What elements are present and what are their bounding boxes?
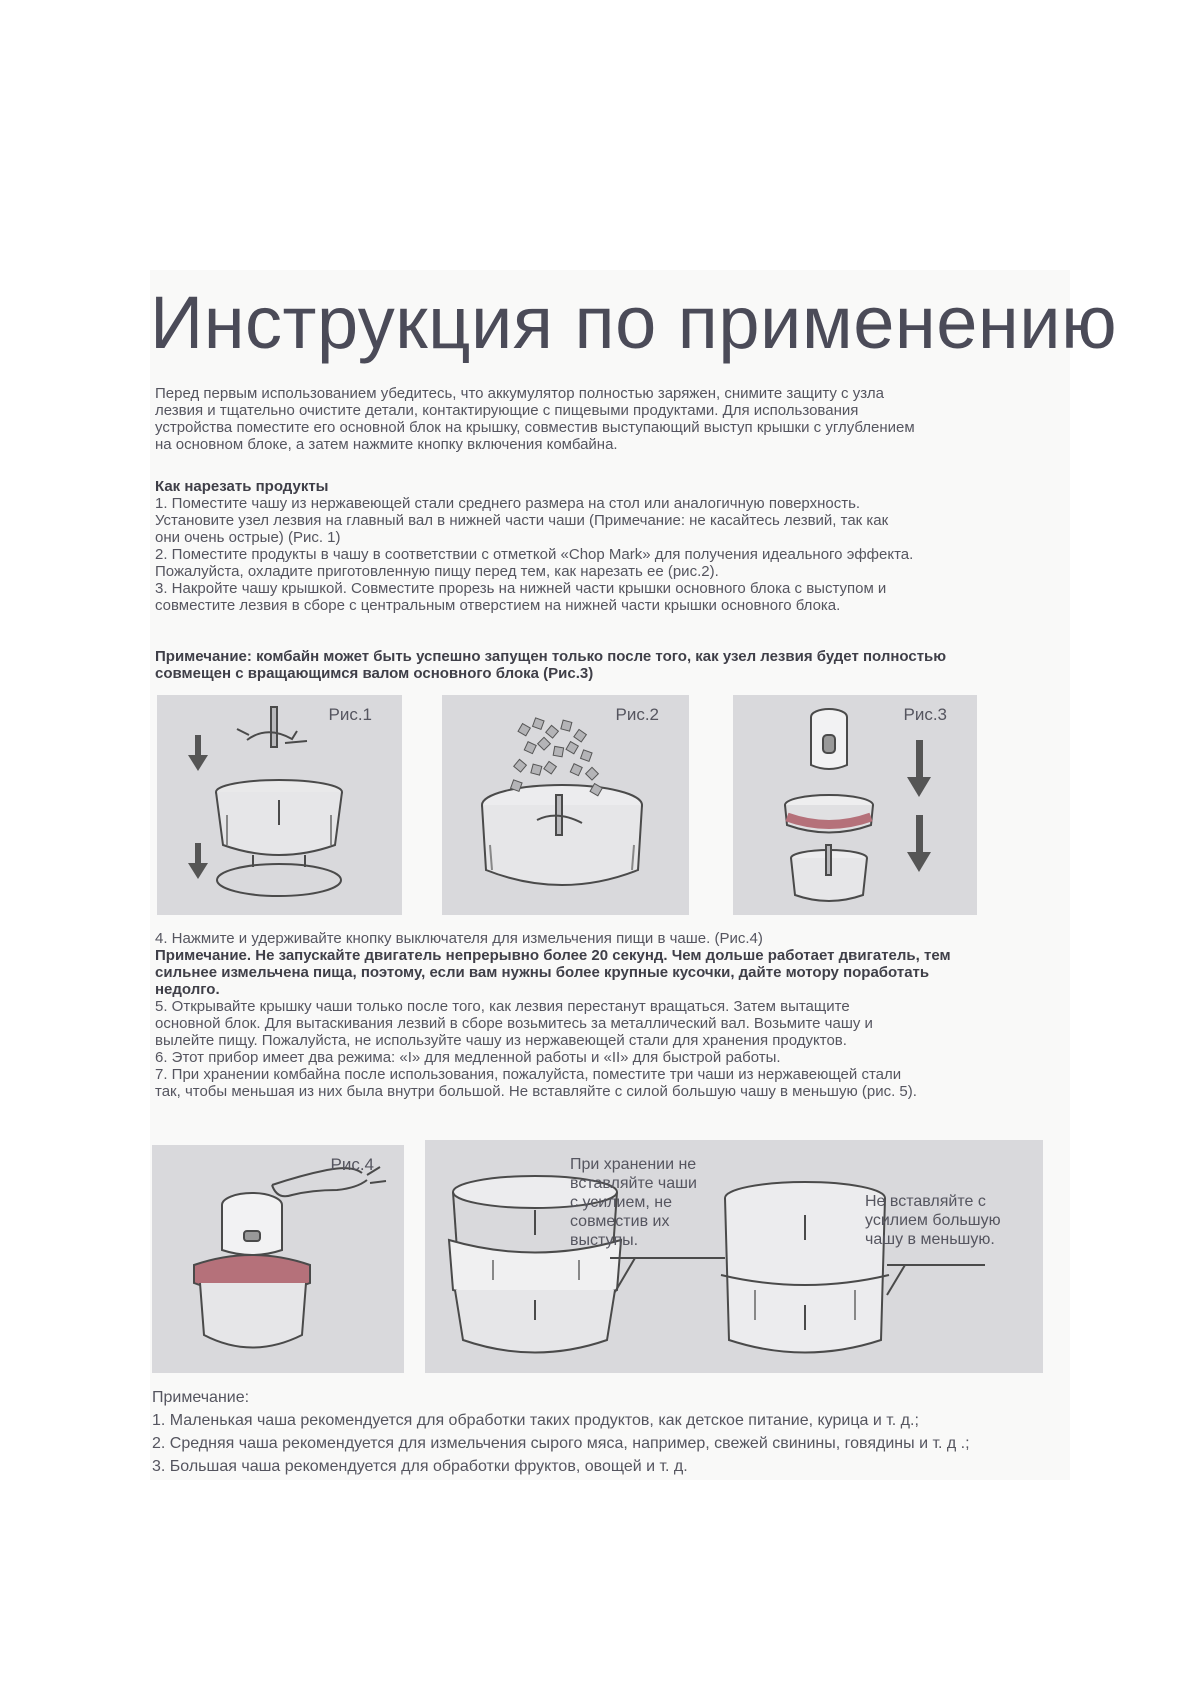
intro-line: на основном блоке, а затем нажмите кнопку включения комбайна.	[155, 436, 618, 453]
final-note-item: 2. Средняя чаша рекомендуется для измельчения сырого мяса, например, свежей свинины, говядины и т. д .;	[152, 1435, 970, 1452]
step-line: 5. Открывайте крышку чаши только после того, как лезвия перестанут вращаться. Затем вытащите	[155, 998, 850, 1015]
figure-1-illustration	[157, 695, 402, 915]
caption-line: усилием большую	[865, 1212, 1001, 1229]
figure-4-illustration	[152, 1145, 404, 1373]
final-note-item: 3. Большая чаша рекомендуется для обработки фруктов, овощей и т. д.	[152, 1458, 688, 1475]
figure-4	[152, 1145, 404, 1373]
step-4: 4. Нажмите и удерживайте кнопку выключателя для измельчения пищи в чаше. (Рис.4)	[155, 930, 763, 947]
caption-line: совместив их	[570, 1213, 670, 1230]
figure-1-label: Рис.1	[328, 705, 372, 724]
figure-2-label: Рис.2	[615, 705, 659, 724]
step-line: 6. Этот прибор имеет два режима: «I» для медленной работы и «II» для быстрой работы.	[155, 1049, 781, 1066]
figure-5-illustration	[425, 1140, 1043, 1373]
how-to-section	[155, 478, 1055, 614]
how-to-line: совместите лезвия в сборе с центральным отверстием на нижней части крышки основного блока.	[155, 597, 841, 614]
caption-line: с усилием, не	[570, 1194, 672, 1211]
intro-line: устройства поместите его основной блок на крышку, совместив выступающий выступ крышки с углублением	[155, 419, 915, 436]
page-title: Инструкция по применению	[150, 281, 1118, 364]
steps-section	[155, 930, 1055, 1100]
how-to-line: Пожалуйста, охладите приготовленную пищу перед тем, как нарезать ее (рис.2).	[155, 563, 719, 580]
figure-3-illustration	[733, 695, 977, 915]
step-line: основной блок. Для вытаскивания лезвий в сборе возьмитесь за металлический вал. Возьмите чашу и	[155, 1015, 873, 1032]
intro-line: лезвия и тщательно очистите детали, контактирующие с пищевыми продуктами. Для использования	[155, 402, 859, 419]
figure-5-caption-left	[570, 1155, 730, 1250]
figure-3	[733, 695, 977, 915]
intro-paragraph	[155, 385, 1055, 453]
note-blade-alignment	[155, 648, 1055, 682]
how-to-line: Установите узел лезвия на главный вал в нижней части чаши (Примечание: не касайтесь лезвий, так как	[155, 512, 889, 529]
how-to-heading: Как нарезать продукты	[155, 478, 329, 495]
final-note-heading: Примечание:	[152, 1389, 250, 1406]
motor-note-line: Примечание. Не запускайте двигатель непрерывно более 20 секунд. Чем дольше работает двигатель, тем	[155, 947, 951, 964]
step-line: так, чтобы меньшая из них была внутри большой. Не вставляйте с силой большую чашу в меньшую (рис. 5).	[155, 1083, 917, 1100]
how-to-line: 3. Накройте чашу крышкой. Совместите прорезь на нижней части крышки основного блока с выступом и	[155, 580, 887, 597]
caption-line: выступы.	[570, 1232, 639, 1249]
final-note	[152, 1388, 1062, 1480]
figure-4-label: Рис.4	[330, 1155, 374, 1174]
step-line: вылейте пищу. Пожалуйста, не используйте чашу из нержавеющей стали для хранения продуктов.	[155, 1032, 847, 1049]
note-line: совмещен с вращающимся валом основного блока (Рис.3)	[155, 665, 594, 682]
caption-line: чашу в меньшую.	[865, 1231, 995, 1248]
note-line: Примечание: комбайн может быть успешно запущен только после того, как узел лезвия будет полностью	[155, 648, 947, 665]
caption-line: Не вставляйте с	[865, 1193, 986, 1210]
intro-line: Перед первым использованием убедитесь, что аккумулятор полностью заряжен, снимите защиту с узла	[155, 385, 885, 402]
figure-1	[157, 695, 402, 915]
final-note-item: 1. Маленькая чаша рекомендуется для обработки таких продуктов, как детское питание, курица и т. д.;	[152, 1412, 919, 1429]
figure-5	[425, 1140, 1043, 1373]
how-to-line: 2. Поместите продукты в чашу в соответствии с отметкой «Chop Mark» для получения идеального эффекта.	[155, 546, 914, 563]
how-to-line: 1. Поместите чашу из нержавеющей стали среднего размера на стол или аналогичную поверхность.	[155, 495, 861, 512]
caption-line: вставляйте чаши	[570, 1175, 697, 1192]
motor-note-line: сильнее измельчена пища, поэтому, если вам нужны более крупные кусочки, дайте мотору поработать	[155, 964, 930, 981]
step-line: 7. При хранении комбайна после использования, пожалуйста, поместите три чаши из нержавеющей стали	[155, 1066, 902, 1083]
how-to-line: они очень острые) (Рис. 1)	[155, 529, 341, 546]
figure-3-label: Рис.3	[903, 705, 947, 724]
figure-2	[442, 695, 689, 915]
caption-line: При хранении не	[570, 1156, 697, 1173]
figure-5-caption-right	[865, 1192, 1035, 1249]
figure-2-illustration	[442, 695, 689, 915]
motor-note-line: недолго.	[155, 981, 220, 998]
